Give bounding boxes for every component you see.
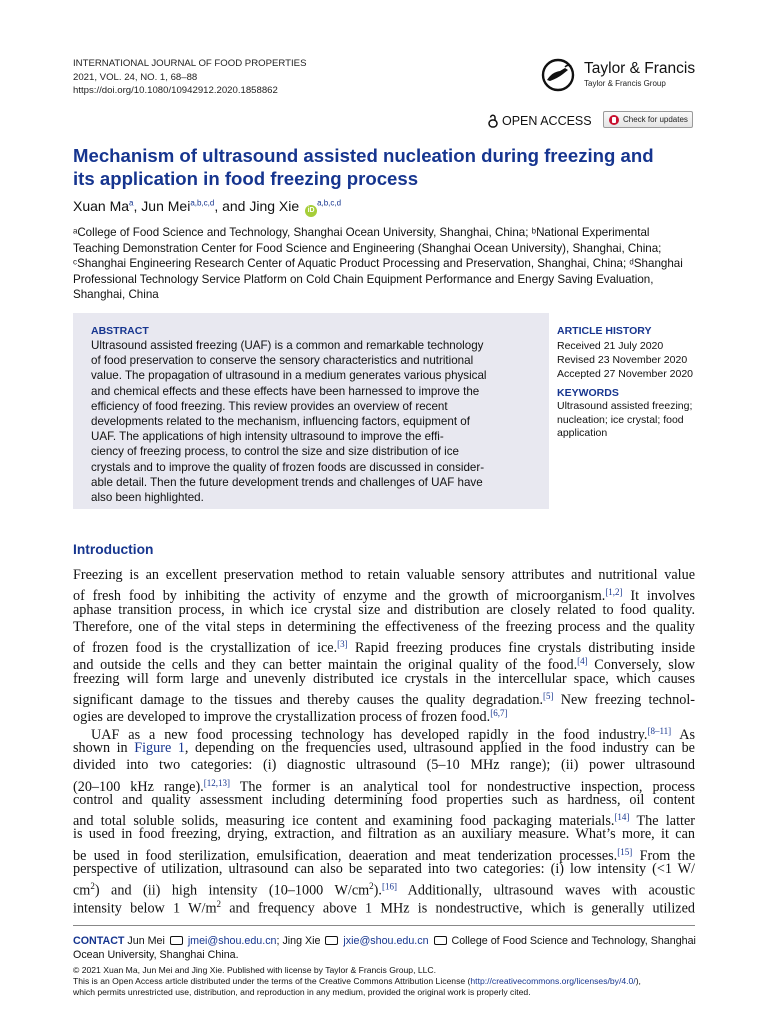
introduction-body <box>73 567 696 917</box>
text-run: It involves <box>622 588 695 605</box>
lamp-icon <box>538 58 578 92</box>
affiliation-line: ᵃCollege of Food Science and Technology, Shanghai Ocean University, Shanghai, China; ᵇNational Experimental <box>73 226 650 239</box>
publisher-logo <box>538 56 698 94</box>
copyright: © 2021 Xuan Ma, Jun Mei and Jing Xie. Published with license by Taylor & Francis Group, LLC. <box>73 965 437 975</box>
text-run: shown in <box>73 739 135 756</box>
publisher-name: Taylor & Francis <box>584 60 696 77</box>
affiliation-line: Teaching Demonstration Center for Food Science and Engineering (Shanghai Ocean University), Shanghai, China; <box>73 241 662 255</box>
text-run: New freezing technol- <box>553 692 696 709</box>
citation-link[interactable]: [16] <box>381 882 397 893</box>
text-run: of frozen food is the crystallization of ice. <box>73 640 338 657</box>
title-line: its application in food freezing process <box>73 168 419 189</box>
abstract-line: value. The propagation of ultrasound in a medium generates various physical <box>91 369 487 383</box>
paragraph-line <box>73 826 695 843</box>
abstract-line: developments related to the mechanism, influencing factors, equipment of <box>91 415 470 429</box>
abstract-line: of food preservation to conserve the sensory characteristics and nutritional <box>91 354 474 368</box>
superscript: 2 <box>216 898 221 909</box>
text-run: ). <box>373 883 382 900</box>
keywords <box>557 400 707 441</box>
citation-link[interactable]: [15] <box>617 846 633 857</box>
paragraph-line <box>73 757 695 774</box>
text-run: perspective of utilization, ultrasound can also be separated into two categories: (i) low intensity (<1 W/ <box>73 861 695 878</box>
keywords-line: nucleation; ice crystal; food <box>557 413 684 426</box>
citation-link[interactable]: [6,7] <box>490 708 508 719</box>
text-run: From the <box>632 847 696 864</box>
citation-link[interactable]: [1,2] <box>605 587 623 598</box>
abstract-line: and chemical effects and these effects have been harnessed to improve the <box>91 384 480 398</box>
orcid-icon[interactable]: iD <box>305 205 317 217</box>
abstract-heading: ABSTRACT <box>91 325 149 337</box>
paragraph-line <box>73 896 695 917</box>
text-run: Therefore, one of the vital steps in determining the effectiveness of the freezing process and the quality <box>73 618 695 635</box>
license-text: This is an Open Access article distributed under the terms of the Creative Commons Attribution License ( <box>73 976 471 987</box>
check-for-updates-label: Check for updates <box>623 115 688 124</box>
email-link[interactable]: jmei@shou.edu.cn <box>187 935 277 947</box>
paragraph-line <box>73 584 695 605</box>
open-access-badge <box>488 114 592 128</box>
affiliation-line: Professional Technology Service Platform on Cold Chain Equipment Performance and Energy Saving Evaluation, <box>73 272 654 286</box>
paragraph-line <box>73 671 695 688</box>
text-run: freezing will form large and unevenly distributed ice crystals in the intercellular space, which causes <box>73 670 695 687</box>
text-run: aphase transition process, in which ice crystal size and distribution are closely related to food quality. <box>73 601 695 618</box>
superscript: 2 <box>90 881 95 892</box>
text-run: intensity below 1 W/m <box>73 900 217 917</box>
paragraph-line <box>73 878 695 900</box>
received-date: Received 21 July 2020 <box>557 340 664 352</box>
author-name[interactable]: Jun Mei <box>141 198 191 214</box>
paragraph-line <box>73 602 695 619</box>
contact-address: Ocean University, Shanghai China. <box>73 949 239 961</box>
paragraph-line <box>73 653 696 674</box>
text-run: and frequency above 1 MHz is nondestructive, which is generally utilized <box>220 900 695 917</box>
open-access-label: OPEN ACCESS <box>502 114 592 128</box>
text-run: divided into two categories: (i) diagnostic ultrasound (5–10 MHz range); (ii) power ultrasound <box>73 757 695 774</box>
abstract-line: Ultrasound assisted freezing (UAF) is a common and remarkable technology <box>91 339 484 352</box>
paragraph-line <box>73 567 695 584</box>
contact-address: College of Food Science and Technology, Shanghai <box>448 935 696 947</box>
keywords-line: Ultrasound assisted freezing; <box>557 400 693 412</box>
text-run: Freezing is an excellent preservation method to retain valuable sensory attributes and nutritional value <box>73 567 695 583</box>
text-run: ogies are developed to improve the crystallization process of frozen food. <box>73 709 491 726</box>
text-run: control and quality assessment including determining food properties such as hardness, oil content <box>73 791 695 808</box>
contact-name: Jun Mei <box>124 935 168 947</box>
paragraph-line <box>73 619 695 636</box>
paragraph-line <box>73 792 695 809</box>
author-affiliation-marker: a,b,c,d <box>317 198 342 208</box>
email-icon <box>170 936 183 945</box>
paragraph-line <box>73 723 696 743</box>
paragraph-line <box>73 861 695 878</box>
paragraph-line <box>73 809 695 830</box>
text-run: and outside the cells and they can better maintain the original quality of the food. <box>73 657 578 674</box>
paragraph-line <box>73 688 696 709</box>
abstract-text <box>91 338 531 505</box>
author-name[interactable]: Jing Xie <box>249 198 300 214</box>
license-text: ), <box>635 976 641 987</box>
citation-link[interactable]: [4] <box>577 656 588 667</box>
accepted-date: Accepted 27 November 2020 <box>557 368 694 380</box>
text-run: be used in food sterilization, emulsification, deaeration and meat tenderization processes. <box>73 847 618 864</box>
text-run: of fresh food by inhibiting the activity of enzyme and the growth of microorganism. <box>73 588 606 605</box>
contact-label: CONTACT <box>73 935 125 947</box>
footnote-divider <box>73 925 695 926</box>
abstract-line: efficiency of food freezing. This review provides an overview of recent <box>91 399 448 413</box>
citation-link[interactable]: [8–11] <box>647 725 672 736</box>
publisher-group: Taylor & Francis Group <box>584 79 666 88</box>
affiliations <box>73 225 713 303</box>
email-link[interactable]: jxie@shou.edu.cn <box>343 935 429 947</box>
open-lock-icon <box>488 114 498 128</box>
text-run: As <box>671 726 696 743</box>
author-list <box>73 198 341 217</box>
text-run: and total soluble solids, measuring ice content and examining food packaging materials. <box>73 813 615 830</box>
citation-link[interactable]: [5] <box>543 691 554 702</box>
abstract-line: ciency of freezing process, to control the size and size distribution of ice <box>91 445 459 459</box>
bookmark-icon <box>609 115 619 125</box>
text-run: ) and (ii) high intensity (10–1000 W/cm <box>94 883 370 900</box>
license-footer <box>73 965 698 999</box>
superscript: 2 <box>369 881 374 892</box>
abstract-line: also been highlighted. <box>91 491 204 505</box>
abstract-line: able detail. Then the future development trends and challenges of UAF have <box>91 475 483 489</box>
text-run: , depending on the frequencies used, ultrasound applied in the food industry can be <box>184 739 695 756</box>
affiliation-line: ᶜShanghai Engineering Research Center of Aquatic Product Processing and Preservation, Shanghai, China; ᵈShanghai <box>73 257 683 270</box>
text-run: (20–100 kHz range). <box>73 778 204 795</box>
introduction-heading: Introduction <box>73 542 154 557</box>
journal-doi[interactable]: https://doi.org/10.1080/10942912.2020.1858862 <box>73 85 278 96</box>
title-line: Mechanism of ultrasound assisted nucleation during freezing and <box>73 145 654 166</box>
article-title <box>73 144 703 190</box>
keywords-line: application <box>557 427 608 439</box>
text-run: significant damage to the tissues and thereby causes the quality degradation. <box>73 692 544 709</box>
license-text: which permits unrestricted use, distribution, and reproduction in any medium, provided the original work is properly cited. <box>73 987 531 998</box>
author-affiliation-marker: a <box>129 198 134 208</box>
text-run: UAF as a new food processing technology has developed rapidly in the food industry. <box>91 726 648 743</box>
paragraph-line <box>73 740 695 757</box>
journal-info <box>73 57 306 98</box>
author-name[interactable]: Xuan Ma <box>73 198 130 214</box>
license-link[interactable]: http://creativecommons.org/licenses/by/4.0/ <box>470 976 636 987</box>
text-run: The latter <box>629 813 695 830</box>
citation-link[interactable]: [3] <box>337 639 348 650</box>
text-run: Conversely, slow <box>587 657 696 674</box>
journal-name: INTERNATIONAL JOURNAL OF FOOD PROPERTIES <box>73 58 307 69</box>
contact-name: ; Jing Xie <box>276 935 324 947</box>
abstract-line: crystals and to improve the quality of frozen foods are discussed in consider- <box>91 460 485 474</box>
author-affiliation-marker: a,b,c,d <box>190 198 215 208</box>
paragraph-line <box>73 844 696 864</box>
text-run: cm <box>73 883 91 900</box>
paragraph-line <box>73 636 695 657</box>
text-run: is used in food freezing, drying, extraction, and filtration as an auxiliary measure. What’s more, it can <box>73 826 695 843</box>
check-for-updates-button[interactable] <box>603 111 693 128</box>
address-icon <box>434 936 447 945</box>
article-history-heading: ARTICLE HISTORY <box>557 325 652 337</box>
text-run: The former is an analytical tool for nondestructive inspection, process <box>229 778 695 795</box>
text-run: Rapid freezing produces fine crystals distributing inside <box>347 640 695 657</box>
citation-link[interactable]: [12,13] <box>203 777 230 788</box>
affiliation-line: Shanghai, China <box>73 288 159 301</box>
text-run: Additionally, ultrasound waves with acoustic <box>396 883 695 900</box>
revised-date: Revised 23 November 2020 <box>557 354 688 366</box>
author-separator: , <box>133 198 142 214</box>
keywords-heading: KEYWORDS <box>557 387 619 399</box>
email-icon <box>325 936 338 945</box>
author-separator: , and <box>214 198 250 214</box>
abstract-line: UAF. The applications of high intensity ultrasound to improve the effi- <box>91 430 444 444</box>
journal-volume: 2021, VOL. 24, NO. 1, 68–88 <box>73 71 198 83</box>
citation-link[interactable]: [14] <box>614 812 630 823</box>
paragraph-line <box>73 775 695 795</box>
article-history <box>557 339 693 381</box>
figure-link[interactable]: Figure 1 <box>134 739 185 756</box>
contact-info <box>73 934 698 962</box>
